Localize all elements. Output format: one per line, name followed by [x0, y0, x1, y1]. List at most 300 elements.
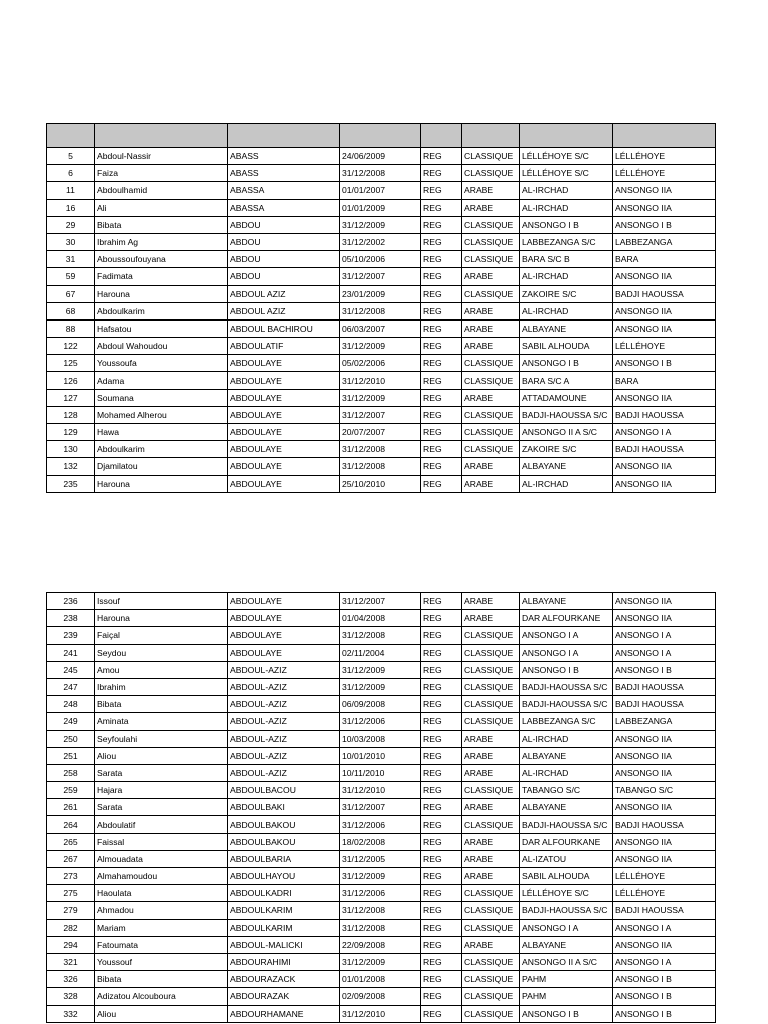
cell-commune: ANSONGO IIA [613, 593, 716, 610]
table-row [47, 782, 716, 799]
cell-birth-date: 02/09/2008 [340, 988, 421, 1005]
header-cell-last-name [228, 124, 340, 148]
cell-commune: LÉLLÉHOYE [613, 868, 716, 885]
cell-commune: BADJI HAOUSSA [613, 696, 716, 713]
cell-id: 125 [47, 355, 95, 372]
cell-first-name: Fatoumata [95, 936, 228, 953]
cell-last-name: ABASSA [228, 182, 340, 199]
cell-birth-date: 31/12/2009 [340, 661, 421, 678]
cell-school: ZAKOIRE S/C [520, 441, 613, 458]
cell-first-name: Adama [95, 372, 228, 389]
cell-id: 275 [47, 885, 95, 902]
cell-first-name: Aliou [95, 747, 228, 764]
cell-id: 29 [47, 216, 95, 233]
table-row [47, 233, 716, 250]
cell-status: REG [421, 627, 462, 644]
cell-status: REG [421, 764, 462, 781]
cell-id: 11 [47, 182, 95, 199]
cell-status: REG [421, 424, 462, 441]
cell-commune: ANSONGO I B [613, 988, 716, 1005]
cell-first-name: Aboussoufouyana [95, 251, 228, 268]
cell-last-name: ABDOULHAYOU [228, 868, 340, 885]
cell-status: REG [421, 475, 462, 492]
cell-type: CLASSIQUE [462, 424, 520, 441]
cell-commune: ANSONGO IIA [613, 389, 716, 406]
cell-birth-date: 10/01/2010 [340, 747, 421, 764]
table-row [47, 747, 716, 764]
cell-status: REG [421, 610, 462, 627]
table-row [47, 406, 716, 423]
cell-status: REG [421, 644, 462, 661]
cell-commune: ANSONGO IIA [613, 936, 716, 953]
cell-first-name: Youssouf [95, 953, 228, 970]
cell-first-name: Fadimata [95, 268, 228, 285]
cell-type: CLASSIQUE [462, 148, 520, 165]
cell-first-name: Mohamed Alherou [95, 406, 228, 423]
cell-status: REG [421, 165, 462, 182]
cell-last-name: ABDOUL-AZIZ [228, 713, 340, 730]
cell-birth-date: 31/12/2009 [340, 953, 421, 970]
cell-birth-date: 31/12/2006 [340, 816, 421, 833]
cell-last-name: ABDOULKARIM [228, 919, 340, 936]
cell-birth-date: 31/12/2008 [340, 458, 421, 475]
cell-last-name: ABDOULAYE [228, 644, 340, 661]
cell-status: REG [421, 216, 462, 233]
cell-commune: BADJI HAOUSSA [613, 406, 716, 423]
cell-id: 261 [47, 799, 95, 816]
cell-first-name: Ibrahim Ag [95, 233, 228, 250]
cell-school: ANSONGO II A S/C [520, 424, 613, 441]
cell-last-name: ABDOUL AZIZ [228, 285, 340, 302]
cell-commune: ANSONGO IIA [613, 320, 716, 338]
cell-first-name: Ahmadou [95, 902, 228, 919]
cell-commune: ANSONGO IIA [613, 747, 716, 764]
cell-last-name: ABASSA [228, 199, 340, 216]
cell-commune: ANSONGO I B [613, 971, 716, 988]
cell-first-name: Faissal [95, 833, 228, 850]
cell-birth-date: 31/12/2010 [340, 1005, 421, 1022]
table-row [47, 971, 716, 988]
table-row [47, 696, 716, 713]
cell-id: 273 [47, 868, 95, 885]
cell-first-name: Abdoulkarim [95, 441, 228, 458]
cell-first-name: Aliou [95, 1005, 228, 1022]
cell-type: CLASSIQUE [462, 661, 520, 678]
cell-type: CLASSIQUE [462, 953, 520, 970]
table-row [47, 389, 716, 406]
cell-birth-date: 31/12/2008 [340, 919, 421, 936]
cell-birth-date: 31/12/2009 [340, 389, 421, 406]
cell-birth-date: 31/12/2009 [340, 868, 421, 885]
cell-school: ANSONGO I B [520, 661, 613, 678]
cell-school: LABBEZANGA S/C [520, 713, 613, 730]
cell-commune: ANSONGO I A [613, 644, 716, 661]
cell-status: REG [421, 1005, 462, 1022]
cell-birth-date: 31/12/2008 [340, 441, 421, 458]
cell-id: 6 [47, 165, 95, 182]
cell-birth-date: 01/01/2009 [340, 199, 421, 216]
cell-first-name: Harouna [95, 610, 228, 627]
cell-status: REG [421, 458, 462, 475]
cell-status: REG [421, 355, 462, 372]
cell-id: 258 [47, 764, 95, 781]
cell-last-name: ABDOUL-AZIZ [228, 696, 340, 713]
table-row [47, 441, 716, 458]
cell-last-name: ABDOU [228, 251, 340, 268]
cell-id: 126 [47, 372, 95, 389]
cell-birth-date: 31/12/2008 [340, 902, 421, 919]
cell-type: CLASSIQUE [462, 406, 520, 423]
cell-id: 241 [47, 644, 95, 661]
cell-id: 282 [47, 919, 95, 936]
cell-last-name: ABDOURAZAK [228, 988, 340, 1005]
cell-commune: BARA [613, 372, 716, 389]
cell-commune: ANSONGO IIA [613, 764, 716, 781]
cell-status: REG [421, 441, 462, 458]
cell-commune: ANSONGO IIA [613, 458, 716, 475]
cell-id: 5 [47, 148, 95, 165]
student-table-1 [46, 123, 716, 493]
cell-birth-date: 10/11/2010 [340, 764, 421, 781]
cell-type: CLASSIQUE [462, 713, 520, 730]
cell-id: 31 [47, 251, 95, 268]
cell-commune: ANSONGO I B [613, 216, 716, 233]
cell-type: ARABE [462, 764, 520, 781]
cell-birth-date: 24/06/2009 [340, 148, 421, 165]
cell-type: CLASSIQUE [462, 919, 520, 936]
cell-id: 239 [47, 627, 95, 644]
cell-school: ALBAYANE [520, 593, 613, 610]
cell-type: CLASSIQUE [462, 644, 520, 661]
cell-last-name: ABDOULBAKOU [228, 833, 340, 850]
cell-status: REG [421, 902, 462, 919]
cell-status: REG [421, 816, 462, 833]
cell-commune: ANSONGO IIA [613, 799, 716, 816]
cell-birth-date: 01/01/2007 [340, 182, 421, 199]
cell-status: REG [421, 285, 462, 302]
cell-school: ALBAYANE [520, 320, 613, 338]
cell-school: DAR ALFOURKANE [520, 833, 613, 850]
cell-id: 30 [47, 233, 95, 250]
cell-commune: ANSONGO I B [613, 355, 716, 372]
cell-birth-date: 31/12/2010 [340, 372, 421, 389]
cell-first-name: Abdoul Wahoudou [95, 338, 228, 355]
cell-birth-date: 01/01/2008 [340, 971, 421, 988]
cell-id: 249 [47, 713, 95, 730]
table-row [47, 268, 716, 285]
cell-school: BADJI-HAOUSSA S/C [520, 902, 613, 919]
cell-first-name: Seydou [95, 644, 228, 661]
cell-type: CLASSIQUE [462, 988, 520, 1005]
cell-id: 326 [47, 971, 95, 988]
cell-first-name: Hajara [95, 782, 228, 799]
table-row [47, 148, 716, 165]
cell-id: 294 [47, 936, 95, 953]
table-row [47, 458, 716, 475]
cell-first-name: Bibata [95, 696, 228, 713]
cell-school: ALBAYANE [520, 747, 613, 764]
table-row [47, 919, 716, 936]
cell-commune: BADJI HAOUSSA [613, 285, 716, 302]
table-row [47, 868, 716, 885]
cell-status: REG [421, 833, 462, 850]
cell-first-name: Almouadata [95, 850, 228, 867]
table-row [47, 713, 716, 730]
cell-birth-date: 23/01/2009 [340, 285, 421, 302]
cell-birth-date: 31/12/2010 [340, 782, 421, 799]
cell-status: REG [421, 936, 462, 953]
cell-last-name: ABDOURAZACK [228, 971, 340, 988]
cell-school: BARA S/C A [520, 372, 613, 389]
cell-birth-date: 10/03/2008 [340, 730, 421, 747]
cell-commune: LÉLLÉHOYE [613, 148, 716, 165]
cell-first-name: Mariam [95, 919, 228, 936]
cell-type: ARABE [462, 730, 520, 747]
cell-commune: LABBEZANGA [613, 713, 716, 730]
cell-first-name: Hafsatou [95, 320, 228, 338]
cell-last-name: ABDOULBARIA [228, 850, 340, 867]
table-row [47, 764, 716, 781]
cell-commune: TABANGO S/C [613, 782, 716, 799]
cell-school: AL-IZATOU [520, 850, 613, 867]
cell-last-name: ABDOUL-AZIZ [228, 730, 340, 747]
cell-birth-date: 25/10/2010 [340, 475, 421, 492]
cell-birth-date: 05/10/2006 [340, 251, 421, 268]
cell-birth-date: 31/12/2008 [340, 165, 421, 182]
cell-first-name: Haoulata [95, 885, 228, 902]
cell-status: REG [421, 406, 462, 423]
cell-commune: ANSONGO IIA [613, 610, 716, 627]
cell-status: REG [421, 268, 462, 285]
cell-first-name: Abdoulkarim [95, 302, 228, 320]
table-row [47, 216, 716, 233]
cell-last-name: ABASS [228, 165, 340, 182]
cell-last-name: ABDOUL-MALICKI [228, 936, 340, 953]
cell-type: CLASSIQUE [462, 1005, 520, 1022]
cell-status: REG [421, 199, 462, 216]
cell-first-name: Bibata [95, 216, 228, 233]
cell-status: REG [421, 713, 462, 730]
cell-last-name: ABDOURAHIMI [228, 953, 340, 970]
cell-type: ARABE [462, 320, 520, 338]
cell-school: ANSONGO I B [520, 1005, 613, 1022]
cell-id: 247 [47, 678, 95, 695]
cell-birth-date: 31/12/2007 [340, 799, 421, 816]
cell-birth-date: 02/11/2004 [340, 644, 421, 661]
cell-id: 67 [47, 285, 95, 302]
header-cell-id [47, 124, 95, 148]
cell-school: AL-IRCHAD [520, 730, 613, 747]
cell-school: SABIL ALHOUDA [520, 338, 613, 355]
cell-last-name: ABDOUL-AZIZ [228, 661, 340, 678]
cell-commune: ANSONGO IIA [613, 268, 716, 285]
cell-type: ARABE [462, 268, 520, 285]
cell-status: REG [421, 338, 462, 355]
cell-type: ARABE [462, 199, 520, 216]
cell-status: REG [421, 747, 462, 764]
cell-first-name: Faiçal [95, 627, 228, 644]
cell-first-name: Ibrahim [95, 678, 228, 695]
cell-school: SABIL ALHOUDA [520, 868, 613, 885]
table-header-row [47, 124, 716, 148]
cell-first-name: Harouna [95, 475, 228, 492]
table-row [47, 320, 716, 338]
cell-commune: BARA [613, 251, 716, 268]
cell-last-name: ABDOULAYE [228, 406, 340, 423]
cell-school: PAHM [520, 988, 613, 1005]
cell-school: BADJI-HAOUSSA S/C [520, 678, 613, 695]
cell-type: CLASSIQUE [462, 816, 520, 833]
cell-birth-date: 31/12/2008 [340, 627, 421, 644]
cell-type: ARABE [462, 302, 520, 320]
cell-last-name: ABDOULATIF [228, 338, 340, 355]
cell-school: ANSONGO I B [520, 355, 613, 372]
cell-school: ALBAYANE [520, 799, 613, 816]
table-row [47, 165, 716, 182]
cell-status: REG [421, 372, 462, 389]
cell-type: ARABE [462, 338, 520, 355]
cell-status: REG [421, 320, 462, 338]
cell-type: ARABE [462, 850, 520, 867]
cell-last-name: ABASS [228, 148, 340, 165]
cell-school: ANSONGO II A S/C [520, 953, 613, 970]
cell-last-name: ABDOULBAKI [228, 799, 340, 816]
table-row [47, 644, 716, 661]
cell-school: LÉLLÉHOYE S/C [520, 148, 613, 165]
cell-id: 238 [47, 610, 95, 627]
cell-commune: ANSONGO IIA [613, 475, 716, 492]
cell-commune: ANSONGO I A [613, 919, 716, 936]
cell-type: CLASSIQUE [462, 971, 520, 988]
cell-commune: BADJI HAOUSSA [613, 678, 716, 695]
table-row [47, 610, 716, 627]
cell-school: ALBAYANE [520, 936, 613, 953]
cell-school: ANSONGO I A [520, 919, 613, 936]
cell-birth-date: 18/02/2008 [340, 833, 421, 850]
cell-id: 251 [47, 747, 95, 764]
cell-school: LÉLLÉHOYE S/C [520, 885, 613, 902]
header-cell-status [421, 124, 462, 148]
cell-school: BADJI-HAOUSSA S/C [520, 816, 613, 833]
cell-birth-date: 22/09/2008 [340, 936, 421, 953]
cell-commune: ANSONGO IIA [613, 302, 716, 320]
cell-status: REG [421, 661, 462, 678]
cell-birth-date: 31/12/2009 [340, 678, 421, 695]
cell-status: REG [421, 389, 462, 406]
cell-type: CLASSIQUE [462, 372, 520, 389]
cell-first-name: Abdoul-Nassir [95, 148, 228, 165]
header-cell-birth-date [340, 124, 421, 148]
cell-type: ARABE [462, 936, 520, 953]
cell-school: BARA S/C B [520, 251, 613, 268]
table-row [47, 850, 716, 867]
table-row [47, 285, 716, 302]
cell-birth-date: 20/07/2007 [340, 424, 421, 441]
cell-type: ARABE [462, 475, 520, 492]
cell-type: CLASSIQUE [462, 355, 520, 372]
cell-birth-date: 06/09/2008 [340, 696, 421, 713]
table-row [47, 799, 716, 816]
cell-school: LÉLLÉHOYE S/C [520, 165, 613, 182]
cell-birth-date: 31/12/2006 [340, 713, 421, 730]
cell-type: ARABE [462, 799, 520, 816]
table-row [47, 355, 716, 372]
cell-school: ATTADAMOUNE [520, 389, 613, 406]
cell-type: ARABE [462, 747, 520, 764]
cell-birth-date: 31/12/2005 [340, 850, 421, 867]
header-cell-commune [613, 124, 716, 148]
cell-id: 245 [47, 661, 95, 678]
cell-id: 130 [47, 441, 95, 458]
cell-birth-date: 31/12/2009 [340, 338, 421, 355]
cell-status: REG [421, 251, 462, 268]
cell-last-name: ABDOUL BACHIROU [228, 320, 340, 338]
cell-commune: LABBEZANGA [613, 233, 716, 250]
cell-commune: LÉLLÉHOYE [613, 885, 716, 902]
cell-type: ARABE [462, 593, 520, 610]
cell-birth-date: 06/03/2007 [340, 320, 421, 338]
cell-status: REG [421, 678, 462, 695]
cell-id: 264 [47, 816, 95, 833]
cell-status: REG [421, 868, 462, 885]
cell-school: BADJI-HAOUSSA S/C [520, 696, 613, 713]
cell-commune: ANSONGO IIA [613, 850, 716, 867]
cell-first-name: Aminata [95, 713, 228, 730]
header-cell-school [520, 124, 613, 148]
cell-last-name: ABDOU [228, 233, 340, 250]
cell-commune: BADJI HAOUSSA [613, 441, 716, 458]
cell-commune: ANSONGO IIA [613, 833, 716, 850]
cell-last-name: ABDOULBACOU [228, 782, 340, 799]
table-row [47, 475, 716, 492]
cell-last-name: ABDOULAYE [228, 458, 340, 475]
cell-id: 248 [47, 696, 95, 713]
cell-status: REG [421, 988, 462, 1005]
cell-status: REG [421, 919, 462, 936]
cell-birth-date: 31/12/2002 [340, 233, 421, 250]
cell-last-name: ABDOUL-AZIZ [228, 678, 340, 695]
cell-birth-date: 31/12/2008 [340, 302, 421, 320]
cell-first-name: Youssoufa [95, 355, 228, 372]
cell-school: ANSONGO I B [520, 216, 613, 233]
table-row [47, 953, 716, 970]
cell-birth-date: 31/12/2009 [340, 216, 421, 233]
table-row [47, 988, 716, 1005]
cell-first-name: Abdoulhamid [95, 182, 228, 199]
cell-commune: LÉLLÉHOYE [613, 165, 716, 182]
cell-last-name: ABDOULAYE [228, 627, 340, 644]
cell-last-name: ABDOULAYE [228, 475, 340, 492]
cell-birth-date: 05/02/2006 [340, 355, 421, 372]
cell-type: ARABE [462, 458, 520, 475]
cell-id: 88 [47, 320, 95, 338]
cell-type: CLASSIQUE [462, 216, 520, 233]
cell-commune: ANSONGO IIA [613, 730, 716, 747]
table-row [47, 182, 716, 199]
cell-id: 132 [47, 458, 95, 475]
cell-id: 259 [47, 782, 95, 799]
cell-school: AL-IRCHAD [520, 764, 613, 781]
cell-first-name: Sarata [95, 799, 228, 816]
cell-school: AL-IRCHAD [520, 182, 613, 199]
cell-type: CLASSIQUE [462, 233, 520, 250]
table-row [47, 372, 716, 389]
cell-commune: BADJI HAOUSSA [613, 902, 716, 919]
cell-last-name: ABDOULKARIM [228, 902, 340, 919]
cell-type: CLASSIQUE [462, 627, 520, 644]
cell-type: ARABE [462, 833, 520, 850]
cell-school: ANSONGO I A [520, 644, 613, 661]
